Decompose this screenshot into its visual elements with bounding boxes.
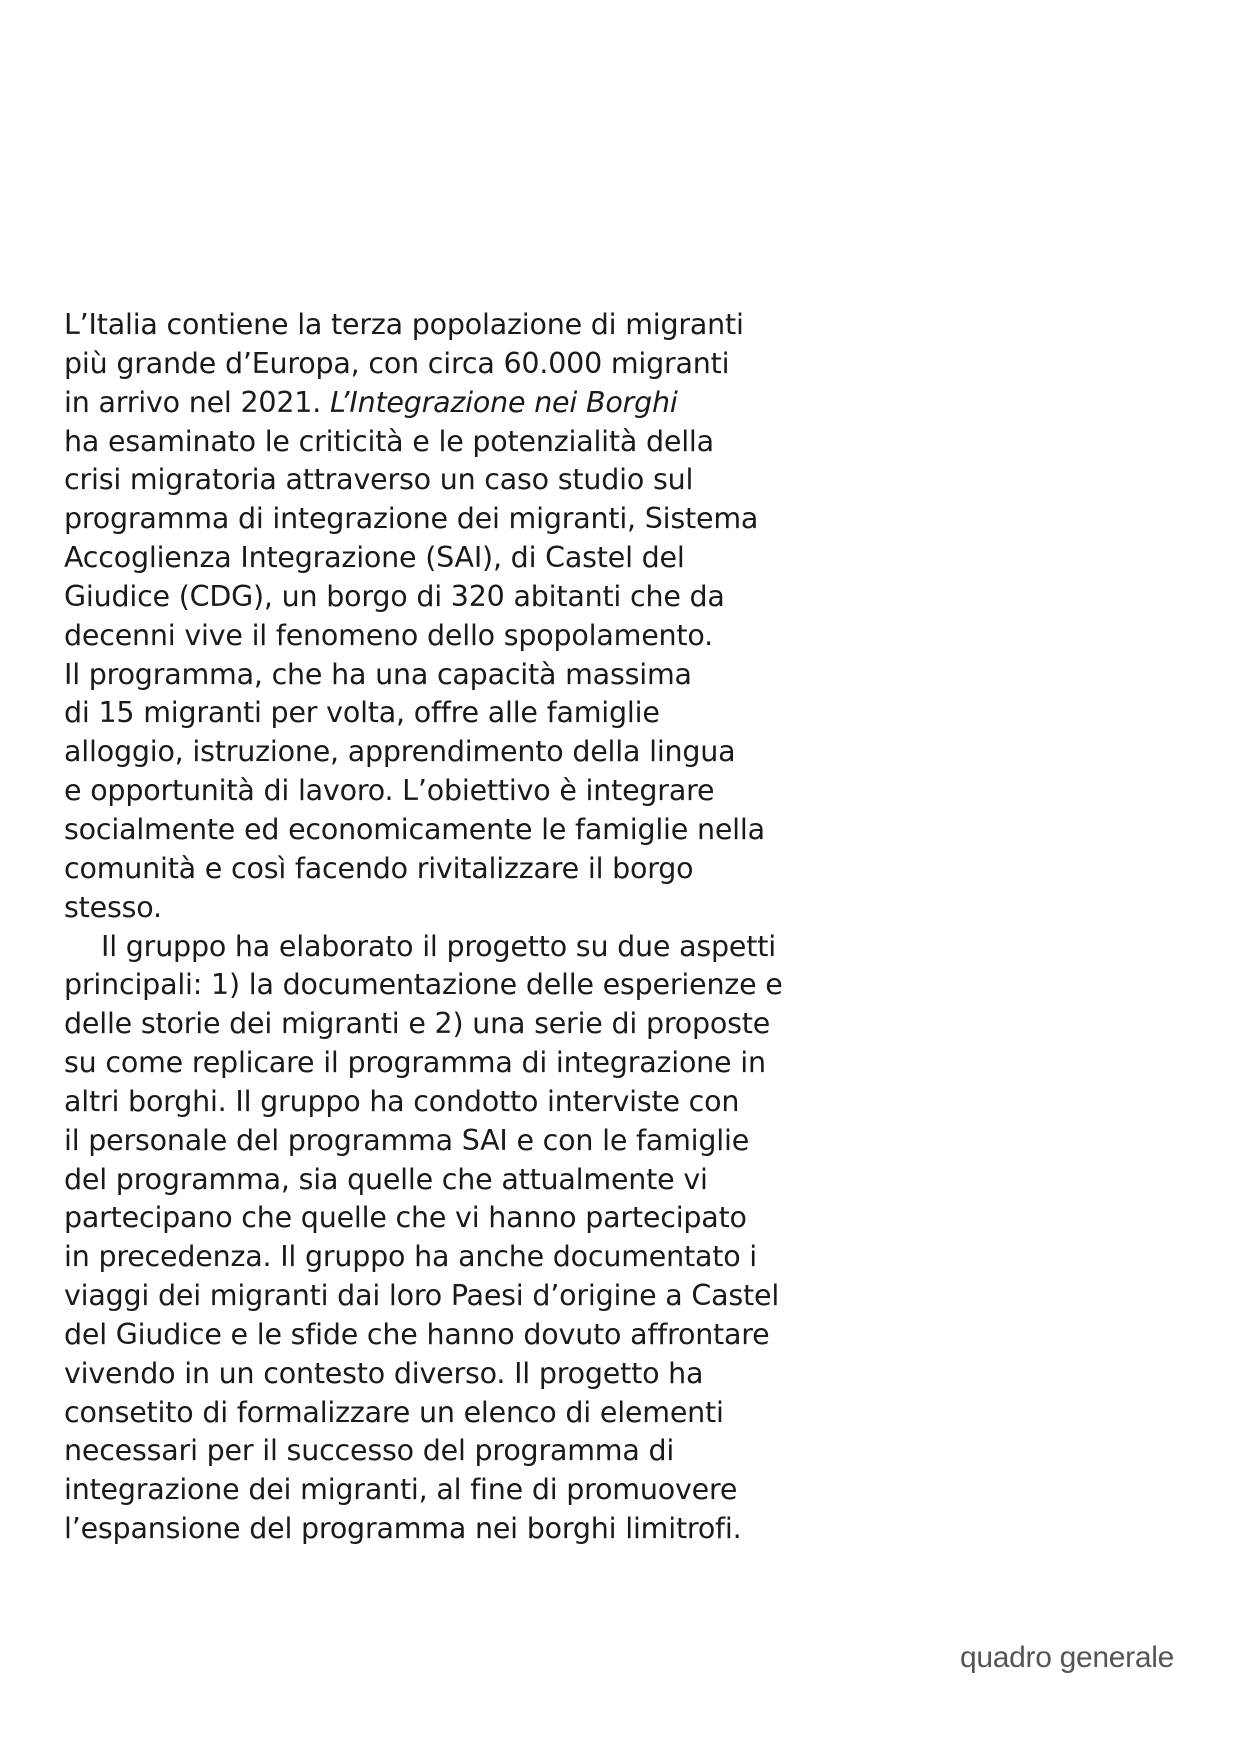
text-line: necessari per il successo del programma di — [64, 1434, 675, 1468]
text-segment: in arrivo nel 2021. — [64, 385, 330, 419]
paragraph-2 — [64, 928, 824, 1550]
text-line — [64, 384, 824, 423]
text-line: vivendo in un contesto diverso. Il progetto ha — [64, 1356, 704, 1390]
text-line: viaggi dei migranti dai loro Paesi d’origine a Castel — [64, 1279, 780, 1313]
text-line: il personale del programma SAI e con le famiglie — [64, 1123, 750, 1157]
text-line: consetito di formalizzare un elenco di elementi — [64, 1395, 724, 1429]
text-line: di 15 migranti per volta, offre alle famiglie — [64, 696, 660, 730]
text-line: Giudice (CDG), un borgo di 320 abitanti che da — [64, 579, 725, 613]
text-line: su come replicare il programma di integrazione in — [64, 1046, 766, 1080]
paragraph-1 — [64, 306, 824, 928]
text-line: l’espansione del programma nei borghi limitrofi. — [64, 1512, 742, 1546]
text-line: comunità e così facendo rivitalizzare il borgo — [64, 851, 694, 885]
text-line: integrazione dei migranti, al fine di promuovere — [64, 1473, 738, 1507]
text-line: L’Italia contiene la terza popolazione di migranti — [64, 308, 744, 341]
text-line: alloggio, istruzione, apprendimento della lingua — [64, 735, 736, 769]
body-text — [64, 306, 824, 1549]
text-line: del Giudice e le sfide che hanno dovuto affrontare — [64, 1317, 770, 1351]
text-line: programma di integrazione dei migranti, Sistema — [64, 502, 759, 536]
text-line: decenni vive il fenomeno dello spopolamento. — [64, 618, 713, 652]
text-line: altri borghi. Il gruppo ha condotto interviste con — [64, 1084, 740, 1118]
text-line: più grande d’Europa, con circa 60.000 migranti — [64, 346, 730, 380]
project-title: L’Integrazione nei Borghi — [329, 385, 678, 419]
text-line: partecipano che quelle che vi hanno partecipato — [64, 1201, 747, 1235]
text-line: crisi migratoria attraverso un caso studio sul — [64, 463, 694, 497]
text-line: in precedenza. Il gruppo ha anche documentato i — [64, 1240, 758, 1274]
text-line: ha esaminato le criticità e le potenzialità della — [64, 424, 714, 458]
text-line: delle storie dei migranti e 2) una serie di proposte — [64, 1007, 771, 1041]
text-line: principali: 1) la documentazione delle esperienze e — [64, 968, 783, 1002]
text-line: Il gruppo ha elaborato il progetto su due aspetti — [101, 929, 776, 963]
text-line: del programma, sia quelle che attualmente vi — [64, 1162, 708, 1196]
text-line: stesso. — [64, 890, 162, 924]
text-line: Accoglienza Integrazione (SAI), di Castel del — [64, 541, 685, 575]
text-line: e opportunità di lavoro. L’obiettivo è integrare — [64, 774, 715, 808]
text-line: socialmente ed economicamente le famiglie nella — [64, 812, 765, 846]
section-footer-label: quadro generale — [959, 1641, 1174, 1674]
text-line: Il programma, che ha una capacità massima — [64, 657, 692, 691]
